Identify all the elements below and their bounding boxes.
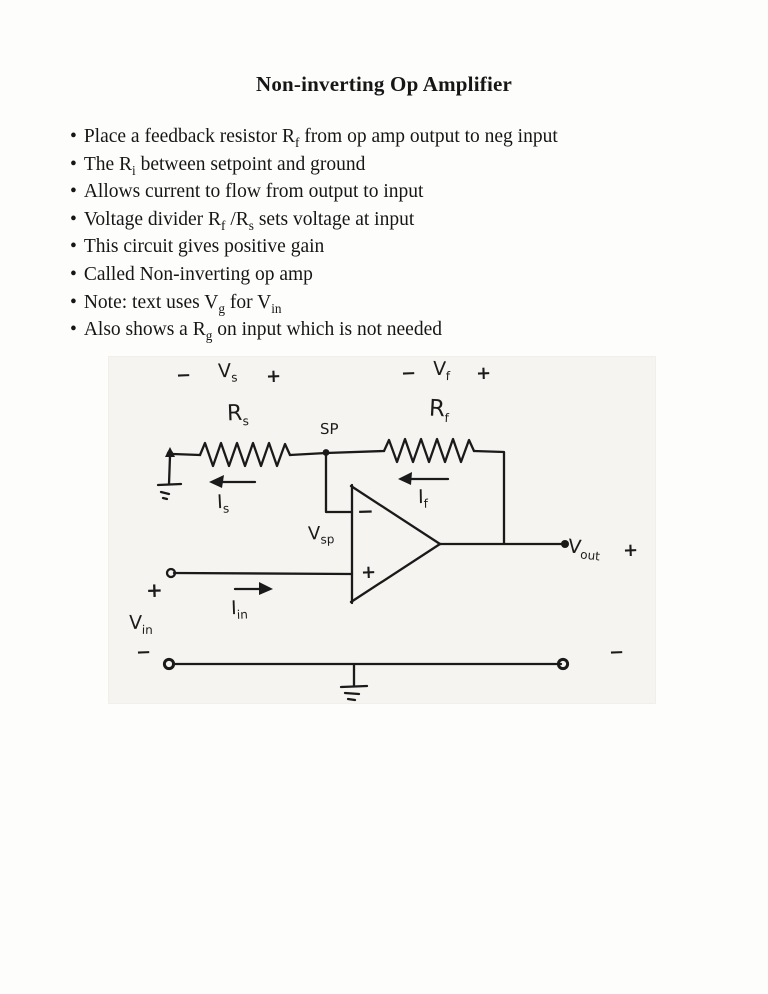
bullet-item: • This circuit gives positive gain (70, 236, 325, 258)
label-is-current: $I_s$ (216, 491, 230, 516)
node-dot-left (165, 447, 175, 457)
label-vs: $V_s$ (217, 359, 238, 385)
terminal-output-minus (558, 659, 567, 668)
bullet-marker: • (70, 236, 77, 258)
label-input-minus-sign: − (135, 641, 152, 664)
bullet-item: • Note: text uses $V_g$ for $V_{in}$ (70, 291, 282, 316)
ground-symbol-left (158, 456, 181, 499)
label-input-plus-sign: + (145, 577, 164, 603)
bullet-marker: • (70, 208, 77, 230)
resistor-rs (200, 443, 290, 466)
label-vout-plus-sign: + (622, 539, 639, 562)
label-sp-node: SP (319, 419, 339, 439)
bullet-item: • Voltage divider $R_f$ $/R_s$ sets voltage at input (70, 208, 415, 233)
label-if-current: $I_f$ (417, 485, 429, 511)
bullet-item: • Place a feedback resistor $R_f$ from op amp output to neg input (70, 126, 558, 150)
arrowhead-iin (259, 582, 273, 595)
label-vf-plus-sign: + (475, 362, 492, 385)
terminal-input-minus (164, 659, 173, 668)
label-iin-current: $I_{in}$ (230, 597, 249, 622)
label-rs: $R_s$ (226, 400, 250, 429)
bullet-item: • Allows current to flow from output to input (70, 181, 424, 203)
label-opamp-inverting-input: − (356, 498, 375, 524)
bullet-list (0, 123, 768, 344)
bullet-marker: • (70, 126, 77, 147)
label-vs-plus-sign: + (265, 365, 282, 388)
arrowhead-is (209, 475, 224, 488)
page-title: Non-inverting Op Amplifier (255, 72, 513, 96)
wire-sp-to-minus-input (326, 454, 352, 512)
resistor-rf (384, 439, 474, 462)
label-vf-minus-sign: − (400, 362, 417, 385)
label-opamp-noninverting-input: + (360, 561, 377, 584)
circuit-diagram-scan (108, 356, 656, 704)
label-vsp: $V_{sp}$ (307, 523, 335, 547)
arrowhead-if (398, 472, 412, 485)
node-dot-sp (323, 449, 330, 456)
wire-plus-input (174, 573, 352, 574)
wire-feedback-down (474, 451, 504, 544)
label-vf: $V_f$ (432, 357, 451, 384)
wire-rf-left-lead (326, 451, 384, 453)
wire-rs-left-lead (173, 454, 200, 455)
bullet-marker: • (70, 319, 77, 341)
bullet-item: • Called Non-inverting op amp (70, 263, 313, 285)
label-vs-minus-sign: − (175, 364, 192, 387)
bullet-marker: • (70, 181, 77, 203)
bullet-marker: • (70, 153, 77, 175)
ground-symbol-bottom (341, 664, 367, 700)
bullet-item: • Also shows a $R_g$ on input which is not needed (70, 319, 442, 344)
label-vout-minus-sign: − (608, 641, 625, 664)
wire-rs-to-sp (290, 453, 326, 455)
bullet-item: • The $R_i$ between setpoint and ground (70, 153, 366, 178)
bullet-marker: • (70, 291, 77, 313)
label-vout: $V_{out}$ (566, 535, 601, 564)
circuit-drawing (108, 356, 656, 704)
label-vin: $V_{in}$ (128, 611, 153, 638)
bullet-marker: • (70, 263, 77, 285)
label-rf: $R_f$ (428, 395, 450, 426)
